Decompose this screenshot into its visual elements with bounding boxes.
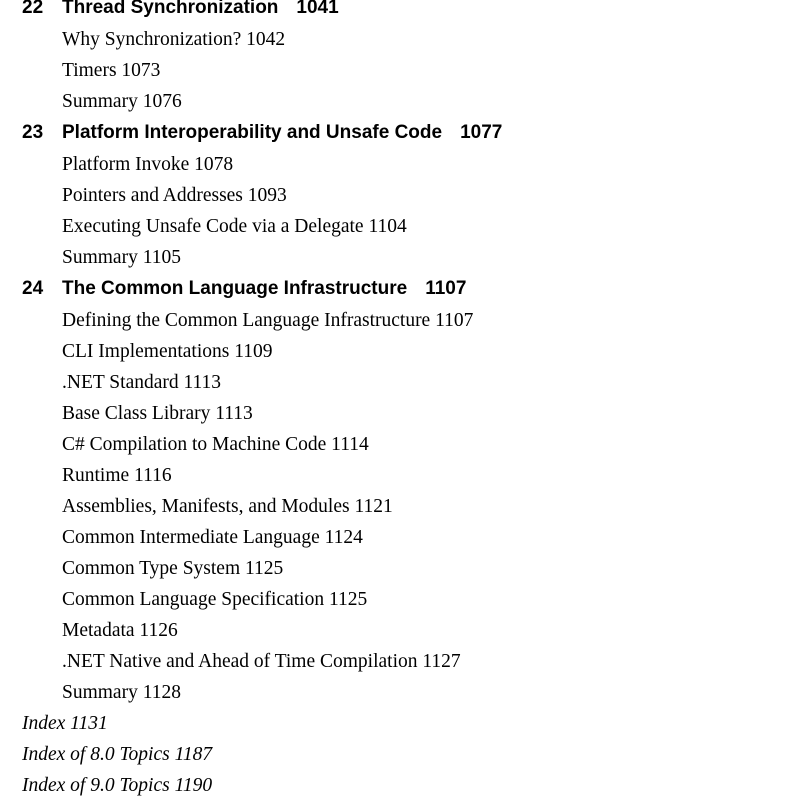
index-entry[interactable]: Index of 8.0 Topics 1187 <box>22 744 213 765</box>
section-entry[interactable]: Defining the Common Language Infrastructure 1107 <box>62 310 474 331</box>
section-entry[interactable]: Why Synchronization? 1042 <box>62 29 286 50</box>
section-entry[interactable]: Summary 1076 <box>62 91 182 112</box>
section-entry[interactable]: Runtime 1116 <box>62 465 172 486</box>
section-entry[interactable]: Pointers and Addresses 1093 <box>62 185 287 206</box>
chapter-page-number: 1077 <box>460 122 503 143</box>
chapter-number: 24 <box>22 278 44 299</box>
section-entry[interactable]: CLI Implementations 1109 <box>62 341 273 362</box>
chapter-title: Platform Interoperability and Unsafe Code <box>62 122 443 143</box>
chapter-22 <box>0 0 800 117</box>
section-entry[interactable]: Summary 1128 <box>62 682 181 703</box>
index-entry[interactable]: Index 1131 <box>22 713 108 734</box>
section-entry[interactable]: Timers 1073 <box>62 60 161 81</box>
section-entry[interactable]: Platform Invoke 1078 <box>62 154 234 175</box>
section-entry[interactable]: Base Class Library 1113 <box>62 403 253 424</box>
chapter-heading[interactable] <box>0 117 800 149</box>
chapter-title: Thread Synchronization <box>62 0 279 18</box>
section-entry[interactable]: Executing Unsafe Code via a Delegate 1104 <box>62 216 407 237</box>
section-entry[interactable]: .NET Standard 1113 <box>62 372 222 393</box>
chapter-heading[interactable] <box>0 273 800 305</box>
chapter-title: The Common Language Infrastructure <box>62 278 408 299</box>
index-entry[interactable]: Index of 9.0 Topics 1190 <box>22 775 213 796</box>
chapter-page-number: 1041 <box>296 0 339 18</box>
section-entry[interactable]: C# Compilation to Machine Code 1114 <box>62 434 369 455</box>
chapter-number: 23 <box>22 122 44 143</box>
section-entry[interactable]: Common Type System 1125 <box>62 558 284 579</box>
chapter-23 <box>0 117 800 273</box>
section-entry[interactable]: Summary 1105 <box>62 247 181 268</box>
section-entry[interactable]: Common Intermediate Language 1124 <box>62 527 363 548</box>
section-entry[interactable]: Assemblies, Manifests, and Modules 1121 <box>62 496 393 517</box>
section-entry[interactable]: Common Language Specification 1125 <box>62 589 368 610</box>
section-entry[interactable]: Metadata 1126 <box>62 620 178 641</box>
section-entry[interactable]: .NET Native and Ahead of Time Compilation 1127 <box>62 651 461 672</box>
chapter-number: 22 <box>22 0 44 18</box>
chapter-24 <box>0 273 800 708</box>
chapter-heading[interactable] <box>0 0 800 24</box>
chapter-page-number: 1107 <box>425 278 467 299</box>
